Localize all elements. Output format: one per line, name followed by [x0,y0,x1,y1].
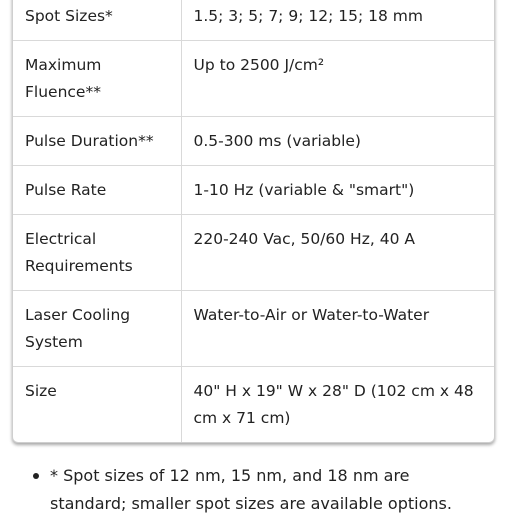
spec-label: Pulse Duration** [13,117,181,166]
spec-value: 1-10 Hz (variable & "smart") [181,166,494,215]
footnote-text: * Spot sizes of 12 nm, 15 nm, and 18 nm are standard; smaller spot sizes are available options. [50,466,452,513]
spec-value: 1.5; 3; 5; 7; 9; 12; 15; 18 mm [181,0,494,41]
spec-value: Up to 2500 J/cm² [181,41,494,117]
spec-value: 40" H x 19" W x 28" D (102 cm x 48 cm x 71 cm) [193,382,474,427]
table-row [13,41,494,117]
table-row [13,117,494,166]
table-row [13,367,494,443]
spec-label: Spot Sizes* [13,0,181,41]
specifications-table [12,0,495,443]
bullet-icon [33,473,39,479]
table-row [13,166,494,215]
spec-label: Pulse Rate [13,166,181,215]
spec-label: Maximum Fluence** [13,41,181,117]
spec-value: 0.5-300 ms (variable) [181,117,494,166]
list-item [50,462,490,518]
table-row [13,0,494,41]
table-row [13,215,494,291]
spec-label: Laser Cooling System [13,291,181,367]
footnotes-list [50,462,490,518]
spec-value: 220-240 Vac, 50/60 Hz, 40 A [181,215,494,291]
spec-label: Electrical Requirements [13,215,181,291]
spec-label: Size [13,367,181,443]
spec-value: Water-to-Air or Water-to-Water [181,291,494,367]
table-row [13,291,494,367]
